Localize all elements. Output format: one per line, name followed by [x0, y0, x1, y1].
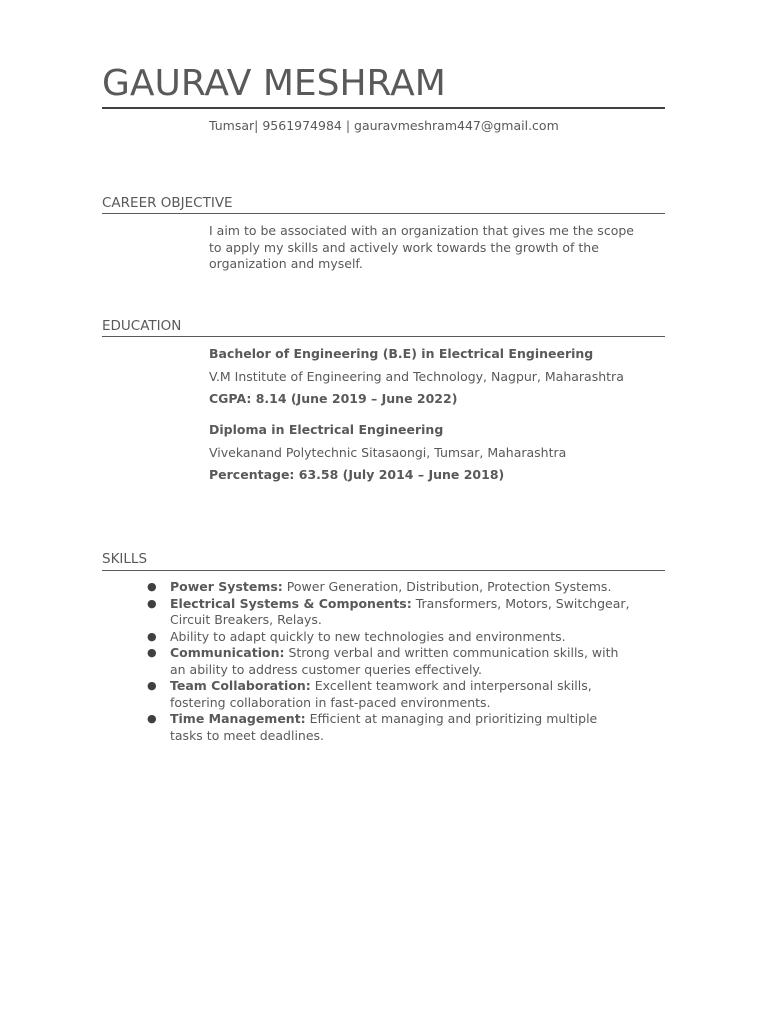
- bullet-icon: ●: [147, 596, 157, 610]
- bullet-icon: ●: [147, 629, 157, 643]
- skill-item: [147, 645, 630, 678]
- skill-item: [147, 678, 630, 711]
- skill-item: [147, 628, 630, 646]
- career-objective-divider: [102, 213, 665, 214]
- education-institution: Vivekanand Polytechnic Sitasaongi, Tumsar, Maharashtra: [209, 445, 567, 460]
- skill-text: Strong verbal and written communication skills, with an ability to address customer queries effectively.: [170, 645, 619, 677]
- career-objective-heading: CAREER OBJECTIVE: [102, 195, 233, 211]
- skill-item: [147, 595, 630, 629]
- skill-text: Power Generation, Distribution, Protection Systems.: [282, 579, 612, 594]
- skill-text: Ability to adapt quickly to new technologies and environments.: [170, 628, 566, 644]
- bullet-icon: ●: [147, 580, 157, 593]
- skill-text: Excellent teamwork and interpersonal skills, fostering collaboration in fast-paced environments.: [170, 678, 592, 710]
- skill-label: Electrical Systems & Components:: [170, 595, 412, 611]
- skills-heading: SKILLS: [102, 551, 148, 567]
- skill-label: Team Collaboration:: [170, 678, 311, 693]
- education-institution: V.M Institute of Engineering and Technology, Nagpur, Maharashtra: [209, 369, 624, 384]
- bullet-icon: ●: [147, 712, 157, 725]
- bullet-icon: ●: [147, 646, 157, 659]
- education-result: Percentage: 63.58 (July 2014 – June 2018): [209, 467, 505, 482]
- skill-text: Efficient at managing and prioritizing multiple tasks to meet deadlines.: [170, 711, 598, 743]
- education-divider: [102, 336, 665, 337]
- skills-list: [147, 579, 630, 744]
- skill-text: Transformers, Motors, Switchgear, Circuit Breakers, Relays.: [170, 595, 630, 627]
- education-result: CGPA: 8.14 (June 2019 – June 2022): [209, 391, 458, 406]
- resume-name: GAURAV MESHRAM: [102, 63, 446, 104]
- education-degree: Diploma in Electrical Engineering: [209, 422, 444, 437]
- skill-label: Power Systems:: [170, 579, 283, 594]
- bullet-icon: ●: [147, 679, 157, 692]
- contact-line: Tumsar| 9561974984 | gauravmeshram447@gmail.com: [209, 118, 559, 133]
- skills-divider: [102, 570, 665, 571]
- education-degree: Bachelor of Engineering (B.E) in Electrical Engineering: [209, 346, 594, 361]
- career-objective-text: I aim to be associated with an organization that gives me the scope to apply my skills and actively work towards the growth of the organization and myself.: [209, 223, 634, 271]
- name-divider: [102, 107, 665, 109]
- skill-label: Time Management:: [170, 711, 306, 726]
- skill-label: Communication:: [170, 645, 285, 660]
- skill-item: [147, 711, 630, 744]
- education-heading: EDUCATION: [102, 318, 182, 334]
- skill-item: [147, 579, 630, 596]
